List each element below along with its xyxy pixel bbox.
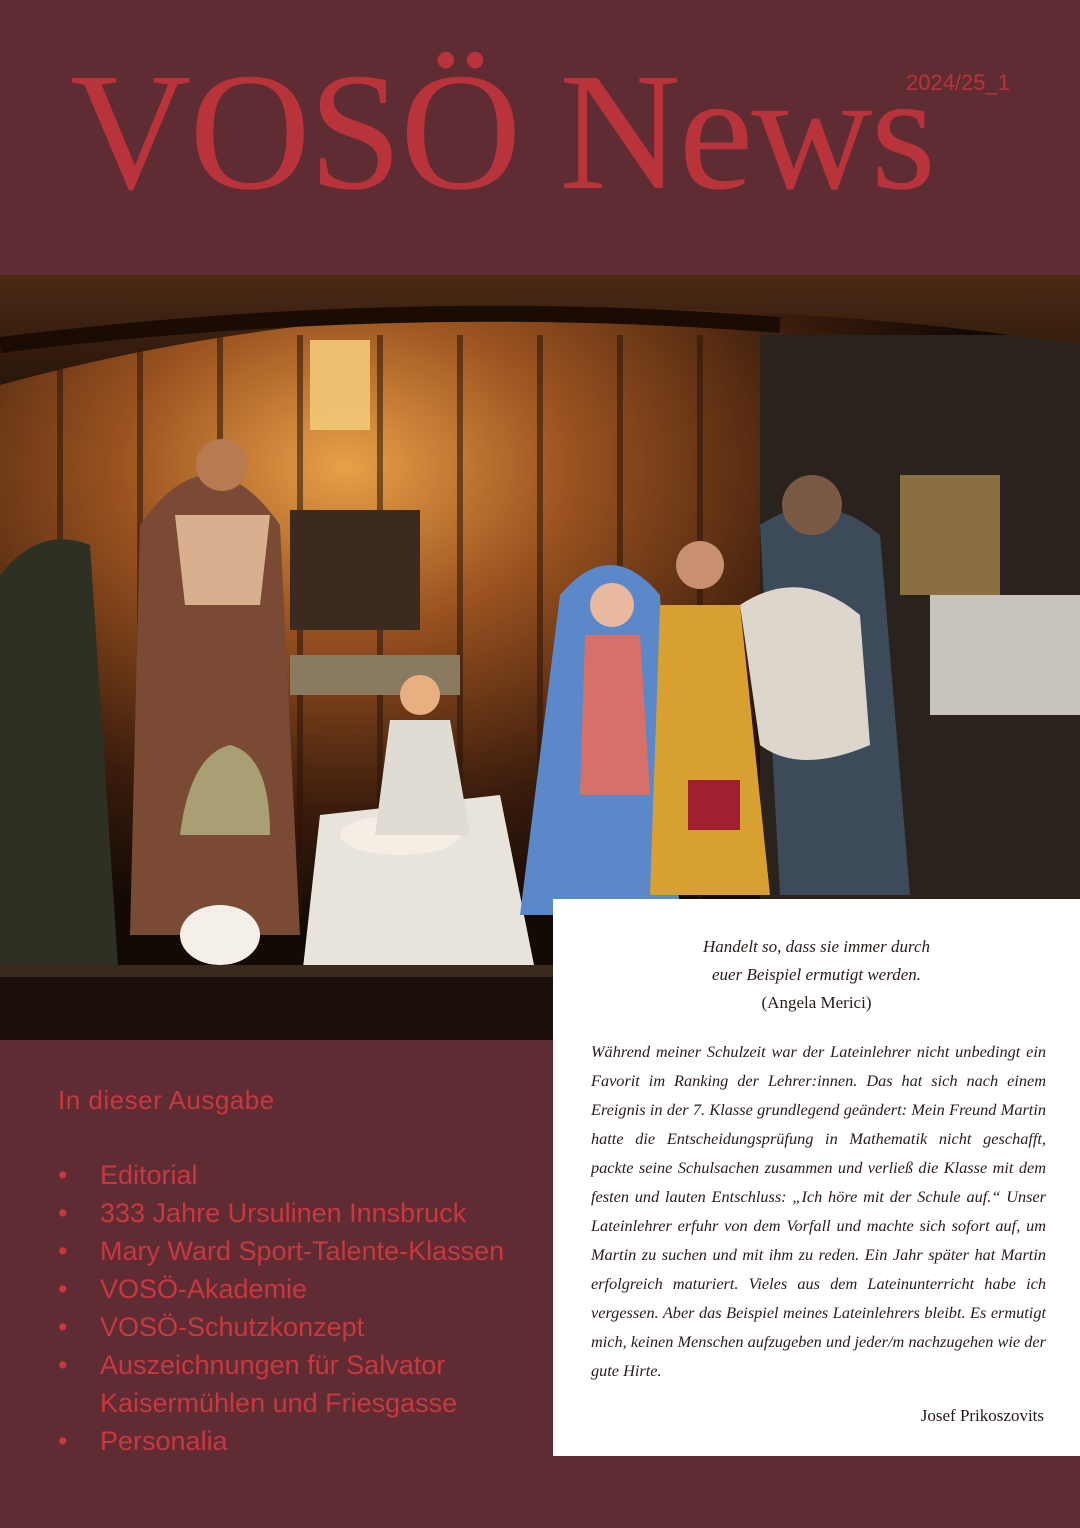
list-item: • VOSÖ-Akademie (58, 1270, 548, 1308)
logo (70, 39, 934, 225)
list-item: • Mary Ward Sport-Talente-Klassen (58, 1232, 548, 1270)
editorial-body: Während meiner Schulzeit war der Lateinlehrer nicht unbedingt ein Favorit im Ranking der Lehrer:innen. Das hat sich nach einem Ereignis in der 7. Klasse grundlegend geändert: Mein Freund Martin hatte die Entscheidungsprüfung in Mathematik nicht geschafft, packte seine Schulsachen zusammen und verließ die Klasse mit dem festen und lauten Entschluss: „Ich höre mit der Schule auf.“ Unser Lateinlehrer erfuhr von dem Vorfall und machte sich sofort auf, um Martin zu suchen und mit ihm zu reden. Ein Jahr später hat Martin erfolgreich maturiert. Vieles aus dem Lateinunterricht habe ich vergessen. Aber das Beispiel meines Lateinlehrers bleibt. Es ermutigt mich, keinen Menschen aufzugeben und jeder/m nachzugehen wie der gute Hirte. (591, 1042, 1046, 1380)
masthead (0, 0, 1080, 275)
signature: Josef Prikoszovits (920, 1406, 1044, 1425)
list-item: • Editorial (58, 1156, 548, 1194)
table-of-contents (58, 1085, 548, 1460)
list-item: • Auszeichnungen für Salvator Kaisermühlen und Friesgasse (58, 1346, 548, 1422)
contents-list (58, 1156, 548, 1460)
logo-secondary: News (559, 39, 934, 225)
list-item: • Personalia (58, 1422, 548, 1460)
list-item: • VOSÖ-Schutzkonzept (58, 1308, 548, 1346)
list-item: • 333 Jahre Ursulinen Innsbruck (58, 1194, 548, 1232)
editorial-box (553, 899, 1080, 1456)
contents-heading: In dieser Ausgabe (58, 1085, 275, 1115)
quote-line-2: euer Beispiel ermutigt werden. (712, 965, 921, 984)
quote-author: (Angela Merici) (761, 993, 872, 1012)
logo-primary: VOSÖ (70, 39, 520, 225)
quote-line-1: Handelt so, dass sie immer durch (703, 937, 930, 956)
issue-number: 2024/25_1 (906, 70, 1010, 95)
quote (553, 933, 1080, 1017)
